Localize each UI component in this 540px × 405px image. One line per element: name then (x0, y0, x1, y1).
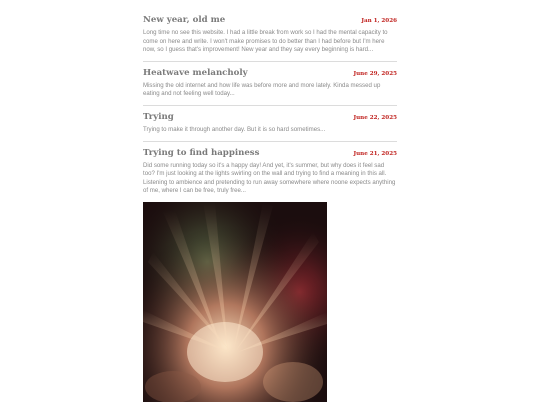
post-date: June 22, 2025 (353, 114, 397, 121)
post-feed (143, 12, 397, 405)
post-excerpt: Did some running today so it's a happy day! And yet, it's summer, but why does it feel sad too? I'm just looking at the lights swirling on the wall and trying to find a meaning in this all. Listening to ambience and pretending to run away somewhere where noone expects anything of me, where I can be free, truly free... (143, 161, 396, 195)
post-excerpt: Missing the old internet and how life was before more and more lately. Kinda messed up eating and not feeling well today... (143, 81, 381, 98)
post-excerpt: Long time no see this website. I had a little break from work so I had the mental capacity to come on here and write. I won't make promises to do better than I had before but I'm here now, so I guess that's improvement! New year and they say every beginning is hard... (143, 29, 388, 54)
post-header (143, 148, 397, 158)
post-photo-light-swirls[interactable] (143, 202, 327, 402)
post-item (143, 148, 397, 405)
post-item (143, 15, 397, 62)
post-title-link[interactable]: New year, old me (143, 15, 226, 25)
post-header (143, 68, 397, 78)
light-swirl-image (143, 202, 327, 402)
post-item (143, 112, 397, 142)
post-header (143, 15, 397, 25)
post-date: June 21, 2025 (353, 150, 397, 157)
post-header (143, 112, 397, 122)
post-item (143, 68, 397, 106)
post-title-link[interactable]: Heatwave melancholy (143, 67, 248, 78)
post-date: Jan 1, 2026 (361, 18, 397, 24)
post-excerpt: Trying to make it through another day. But it is so hard sometimes... (143, 125, 326, 133)
post-title-link[interactable]: Trying to find happiness (143, 147, 260, 158)
post-date: June 29, 2025 (353, 70, 397, 77)
post-title-link[interactable]: Trying (143, 111, 174, 122)
